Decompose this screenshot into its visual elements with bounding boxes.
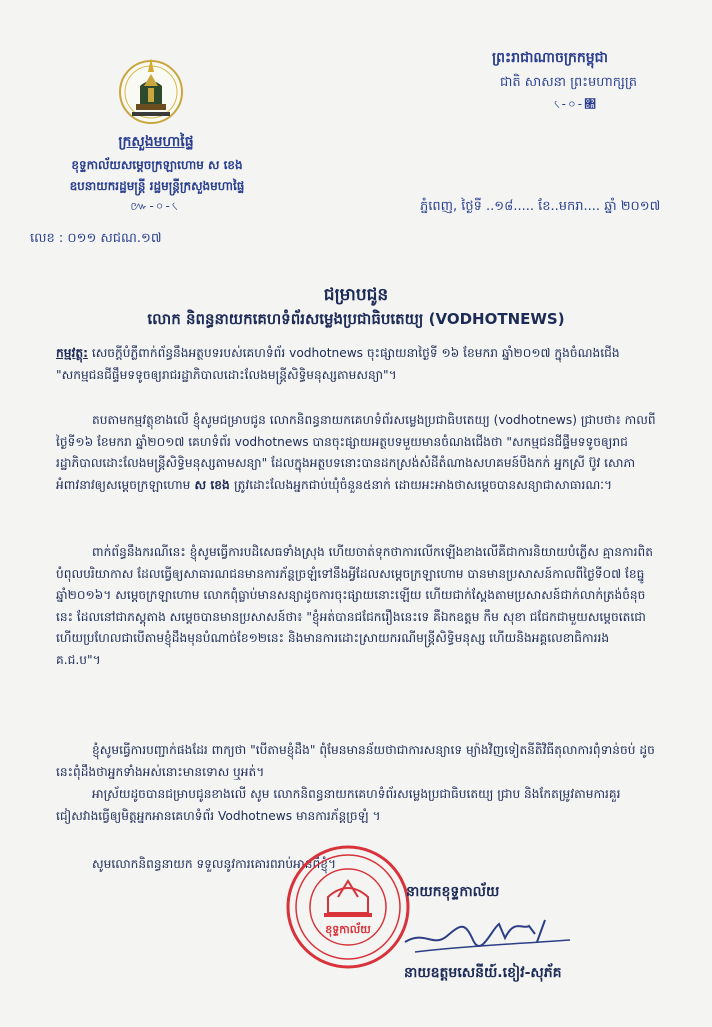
paragraph-4: អាស្រ័យដូចបានជម្រាបជូនខាងលើ សូម លោកនិពន្ធនាយកគេហទំព័រសម្លេងប្រជាធិបតេយ្យ ជ្រាប និងកែតម្រូវតាមការគួរ ជៀសវាងធ្វើឲ្យមិត្តអ្នកអានគេហទំព័រ Vodhotnews មានការភ័ន្តច្រឡំ ។ bbox=[56, 787, 621, 823]
office-name-line2: ឧបនាយករដ្ឋមន្រ្តី រដ្ឋមន្រ្តីក្រសួងមហាផ្ទៃ bbox=[69, 179, 245, 193]
paragraph-1-end: ត្រូវដោះលែងអ្នកជាប់ឃុំចំនួន៥នាក់ ដោយអះអាងថាសម្តេចបានសន្យាជាសាធារណៈ។ bbox=[234, 477, 612, 492]
national-motto: ជាតិ សាសនា ព្រះមហាក្សត្រ bbox=[500, 75, 637, 90]
date-line: ភ្នំពេញ, ថ្ងៃទី ..១៨..... ខែ..មករា.... ឆ្នាំ ២០១៧ bbox=[420, 199, 661, 214]
closing-paragraph: សូមលោកនិពន្ធនាយក ទទួលនូវការគោរពរាប់អានពីខ្ញុំ។ bbox=[92, 857, 336, 871]
subject-paragraph bbox=[56, 343, 656, 386]
signatory-title: នាយកខុទ្ទកាល័យ bbox=[406, 884, 500, 900]
subject-text: សេចក្តីបំភ្លឺពាក់ព័ន្ធនឹងអត្ថបទរបស់គេហទំព័រ vodhotnews ចុះផ្សាយនាថ្ងៃទី ១៦ ខែមករា ឆ្នាំ២០១៧ ក្នុងចំណងជើង "សកម្មជនជីផ្ទឹមទទូចឲ្យរាជរដ្ឋាភិបាលដោះលែងមន្ត្រីសិទ្ធិមនុស្សតាមសន្យា"។ bbox=[56, 346, 620, 382]
document-title: ជម្រាបជូន bbox=[323, 285, 389, 305]
paragraph-1-text: តបតាមកម្មវត្ថុខាងលើ ខ្ញុំសូមជម្រាបជូន លោកនិពន្ធនាយកគេហទំព័រសម្លេងប្រជាធិបតេយ្យ (vodhotnews) ជ្រាបថា៖ កាលពីថ្ងៃទី១៦ ខែមករា ឆ្នាំ២០១៧ គេហទំព័រ vodhotnews បានចុះផ្សាយអត្ថបទមួយមានចំណងជើងថា "សកម្មជនជីផ្ទឹមទទូចឲ្យរាជរដ្ឋាភិបាលដោះលែងមន្ត្រីសិទ្ធិមនុស្សតាមសន្យា" ដែលក្នុងអត្ថបទនោះបានដកស្រង់សំដីតំណាងសហគមន៍បឹងកក់ អ្នកស្រី ប៊ូវ សោភា អំពាវនាវឲ្យសម្តេចក្រឡាហោម bbox=[56, 413, 656, 492]
paragraph-1-name: ស ខេង bbox=[190, 477, 234, 492]
paragraph-3: ខ្ញុំសូមធ្វើការបញ្ជាក់ផងដែរ ពាក្យថា "បើតាមខ្ញុំដឹង" ពុំមែនមានន័យថាជាការសន្យាទេ ម្យ៉ាងវិញទៀតនីតិវិធីតុលាការពុំទាន់ចប់ ដូចនេះពុំដឹងថាអ្នកទាំងអស់នោះមានទោស ឬអត់។ bbox=[56, 743, 655, 779]
official-seal-icon bbox=[284, 843, 412, 971]
paragraph-2: ពាក់ព័ន្ធនឹងករណីនេះ ខ្ញុំសូមធ្វើការបដិសេធទាំងស្រុង ហើយចាត់ទុកថាការលើកឡើងខាងលើគឺជាការនិយាយបំភ្លើស គ្មានការពិត បំពុលបរិយាកាស ដែលធ្វើឲ្យសាធារណជនមានការភ័ន្តច្រឡំទៅនឹងអ្វីដែលសម្តេចក្រឡាហោម បានមានប្រសាសន៍កាលពីថ្ងៃទី០៧ ខែធ្នូ ឆ្នាំ២០១៦។ សម្តេចក្រឡាហោម លោកពុំធ្លាប់មានសន្យាដូចការចុះផ្សាយនោះឡើយ ហើយជាក់ស្តែងតាមប្រសាសន៍ជាក់លាក់ត្រង់ចំនុចនេះ ដែលនៅជាភស្តុតាង សម្តេចបានមានប្រសាសន៍ថា៖ "ខ្ញុំអត់បានជជែករឿងនេះទេ គឺឯកឧត្តម កឹម សុខា ជជែកជាមួយសម្តេចតេជោ ហើយប្រហែលជាបើតាមខ្ញុំដឹងមុនបំណាច់ខែ១២នេះ និងមានការដោះស្រាយករណីមន្ត្រីសិទ្ធិមនុស្ស ហើយនិងអគ្គលេខាធិការរង គ.ជ.ប"។ bbox=[56, 545, 653, 667]
ornament-right: ৻-০-৚ bbox=[553, 97, 599, 111]
ministry-name: ក្រសួងមហាផ្ទៃ bbox=[118, 134, 194, 150]
office-name-line1: ខុទ្ទកាល័យសម្ដេចក្រឡាហោម ស ខេង bbox=[71, 158, 243, 172]
seal-text: ខុទ្ទកាល័យ bbox=[325, 923, 371, 936]
recipient-line: លោក និពន្ធនាយកគេហទំព័រសម្លេងប្រជាធិបតេយ្យ (VODHOTNEWS) bbox=[147, 310, 565, 328]
subject-label: កម្មវត្ថុ: bbox=[56, 346, 88, 360]
paragraph-1 bbox=[56, 410, 656, 496]
handwritten-signature bbox=[395, 900, 580, 960]
signatory-name: នាយឧត្តមសេនីយ៍.ខៀវ-សុភ័គ bbox=[404, 965, 562, 981]
ministry-emblem-icon bbox=[118, 52, 184, 130]
reference-number: លេខ : ០១១ សជណ.១៧ bbox=[30, 231, 162, 246]
kingdom-heading: ព្រះរាជាណាចក្រកម្ពុជា bbox=[492, 50, 609, 66]
ornament-left: ៚-০-৻ bbox=[130, 199, 180, 213]
